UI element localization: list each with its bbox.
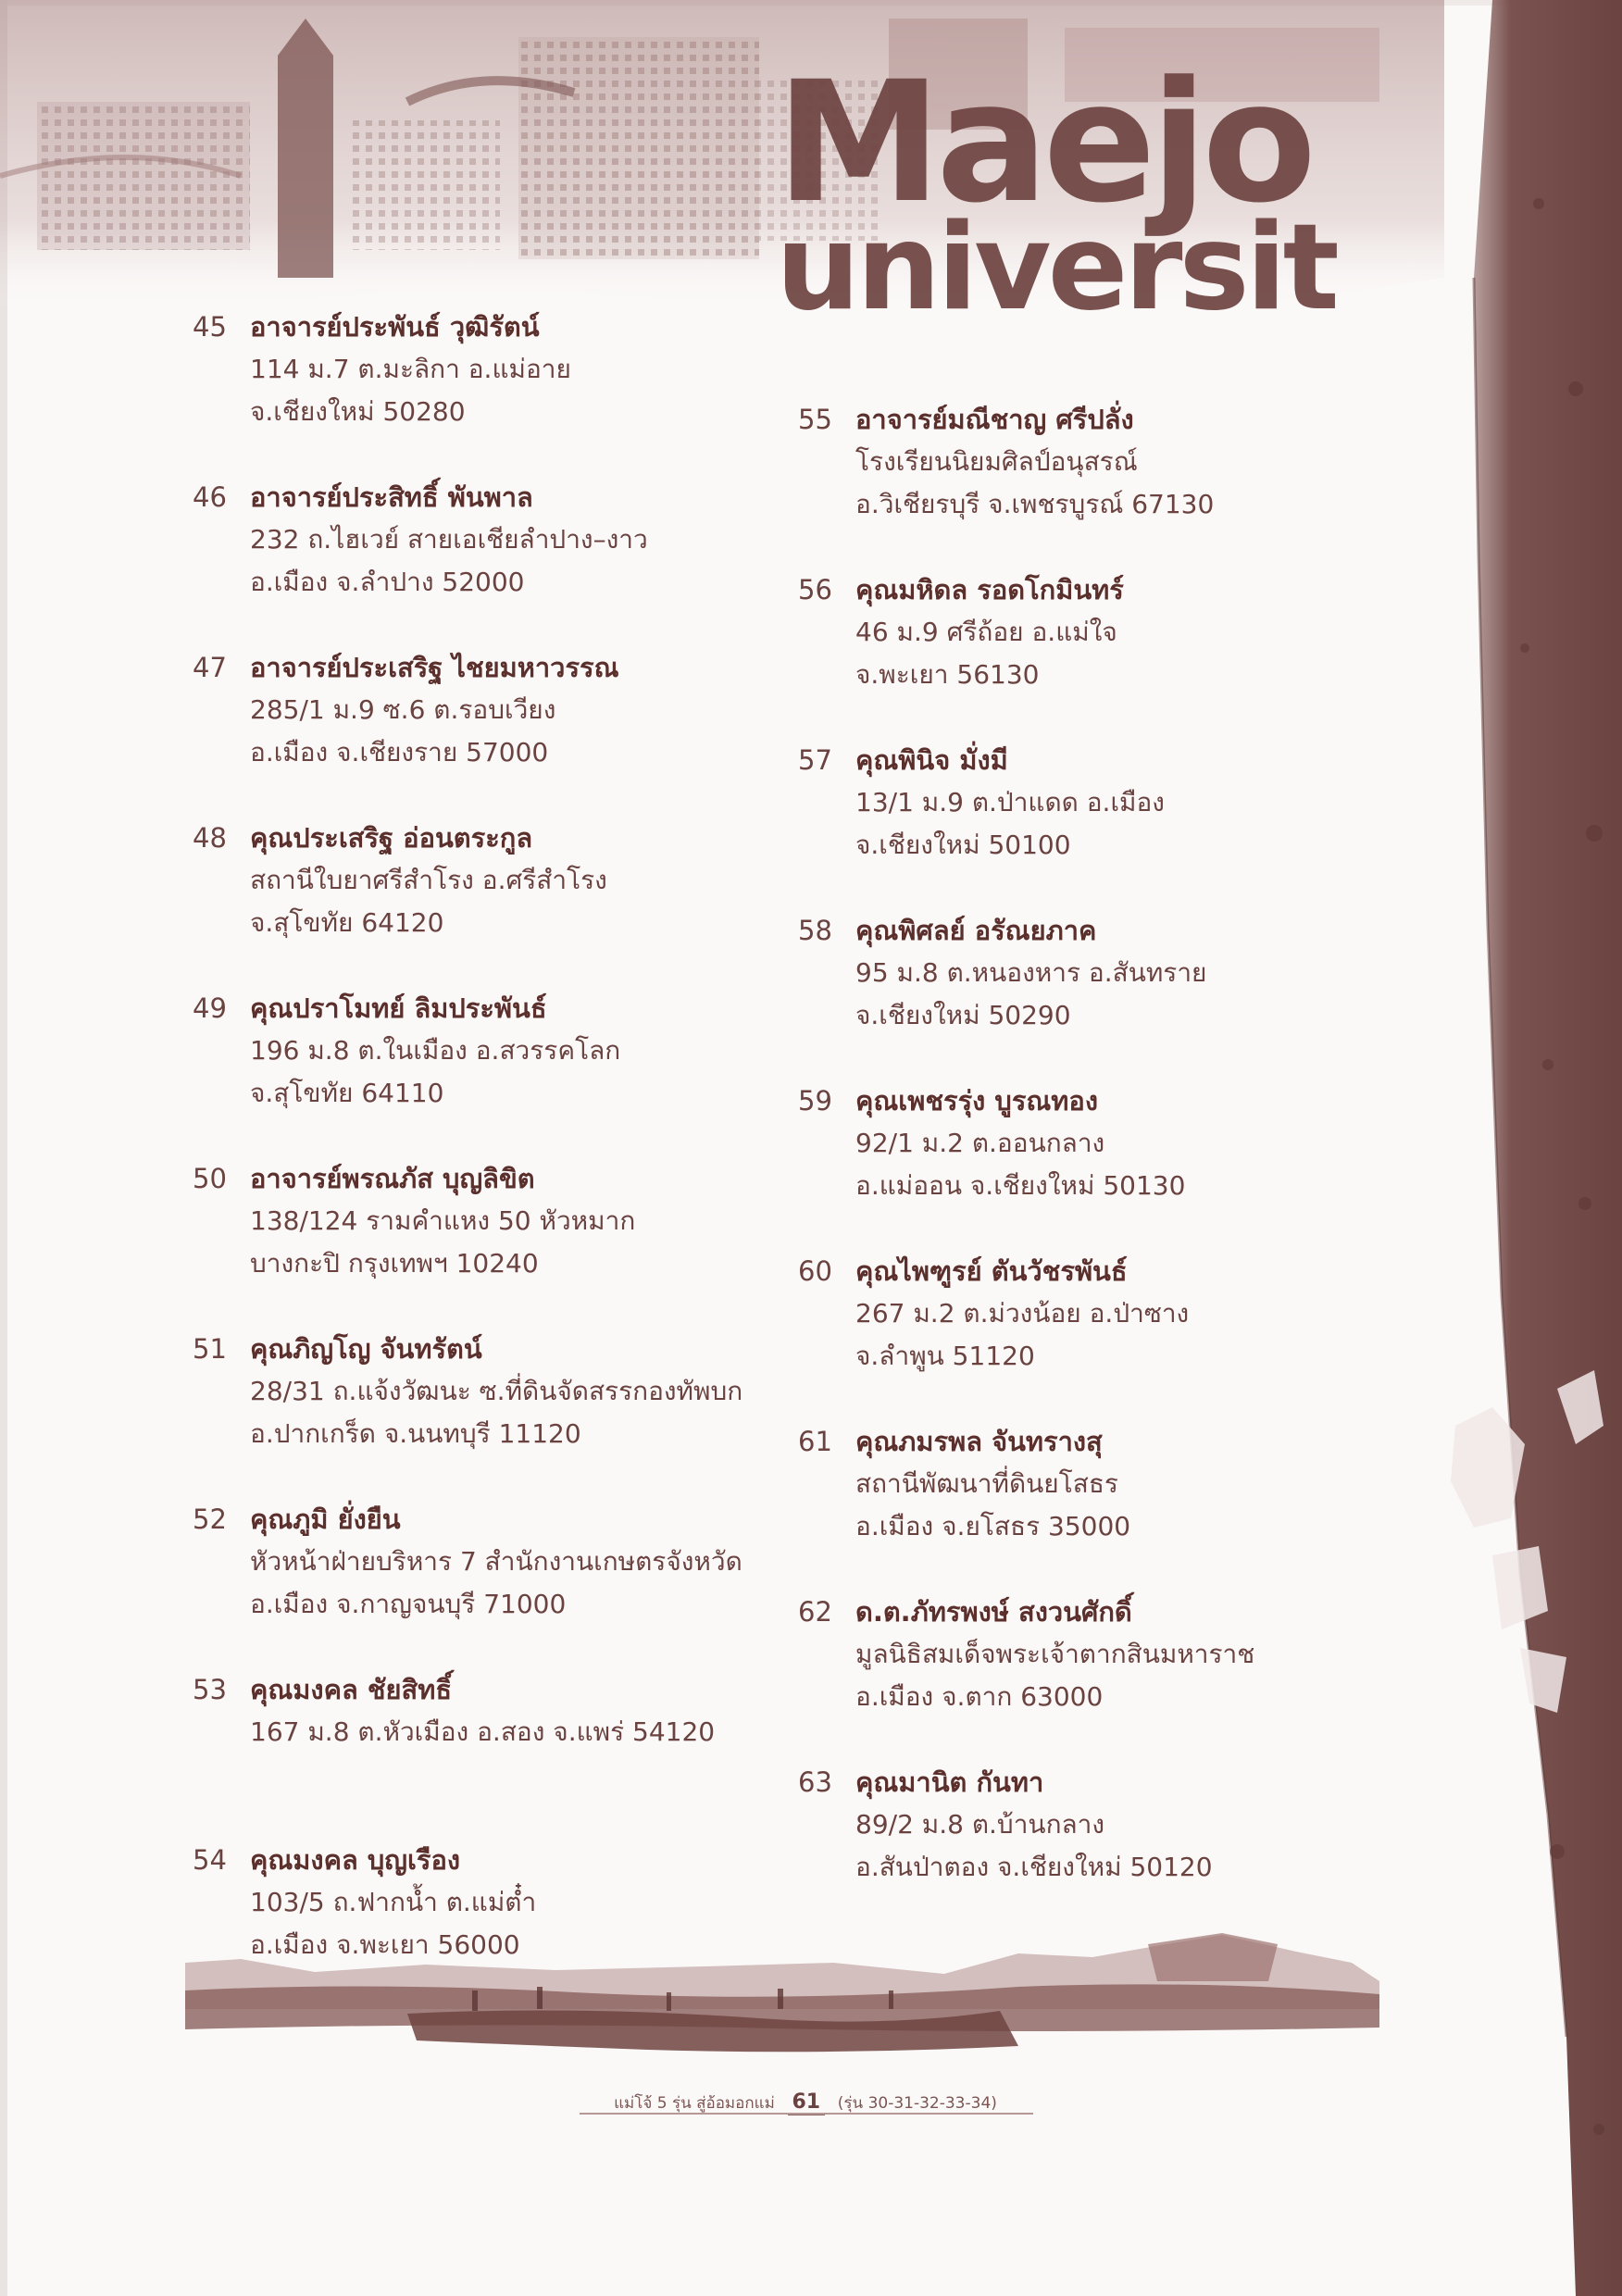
entry-name: คุณพิศลย์ อรัณยภาค [855, 915, 1097, 946]
brand-line-maejo: Maejo [776, 46, 1312, 240]
directory-entry [798, 398, 1502, 568]
entry-address-line: จ.ลำพูน 51120 [855, 1341, 1035, 1371]
brand-line-university: universit [776, 199, 1336, 337]
directory-entry [193, 476, 896, 646]
page-number: 61 [788, 2090, 825, 2115]
entry-address-line: 92/1 ม.2 ต.ออนกลาง [855, 1128, 1105, 1158]
directory-entry [193, 987, 896, 1157]
footer-divider [580, 2113, 1033, 2115]
entry-address-line: อ.ปากเกร็ด จ.นนทบุรี 11120 [250, 1418, 581, 1449]
entry-number: 63 [798, 1766, 832, 1798]
entry-name: คุณไพฑูรย์ ตันวัชรพันธ์ [855, 1255, 1128, 1287]
directory-entry [193, 817, 896, 987]
entry-number: 60 [798, 1255, 832, 1287]
directory-entry [193, 1157, 896, 1328]
entry-name: คุณภูมิ ยั่งยืน [250, 1504, 401, 1535]
entry-address-line: โรงเรียนนิยมศิลป์อนุสรณ์ [855, 446, 1138, 477]
directory-entry [193, 306, 896, 476]
entry-number: 49 [193, 992, 227, 1024]
directory-entry [798, 1761, 1502, 1931]
entry-address-line: หัวหน้าฝ่ายบริหาร 7 สำนักงานเกษตรจังหวัด [250, 1546, 742, 1577]
entry-address-line: 95 ม.8 ต.หนองหาร อ.สันทราย [855, 957, 1207, 988]
entry-name: คุณภมรพล จันทรางสุ [855, 1426, 1103, 1457]
entry-address-line: 138/124 รามคำแหง 50 หัวหมาก [250, 1205, 636, 1236]
entry-address-line: อ.เมือง จ.พะเยา 56000 [250, 1929, 520, 1960]
directory-entry [798, 1420, 1502, 1591]
directory-entry [798, 568, 1502, 739]
entry-address-line: 103/5 ถ.ฟากน้ำ ต.แม่ต๋ำ [250, 1887, 537, 1917]
entry-number: 58 [798, 915, 832, 946]
footer-class-years: (รุ่น 30-31-32-33-34) [837, 2093, 997, 2113]
footer-publication-title: แม่โจ้ 5 รุ่น สู่อ้อมอกแม่ [614, 2093, 775, 2113]
university-brand-logo [776, 46, 1609, 337]
entry-number: 52 [193, 1504, 227, 1535]
directory-entry [798, 1591, 1502, 1761]
entry-address-line: 89/2 ม.8 ต.บ้านกลาง [855, 1809, 1105, 1840]
entry-number: 48 [193, 822, 227, 854]
entry-address-line: จ.สุโขทัย 64120 [250, 907, 444, 938]
entry-address-line: อ.เมือง จ.กาญจนบุรี 71000 [250, 1589, 567, 1619]
entry-name: ด.ต.ภัทรพงษ์ สงวนศักดิ์ [855, 1596, 1132, 1628]
entry-address-line: อ.สันป่าตอง จ.เชียงใหม่ 50120 [855, 1852, 1213, 1882]
entry-address-line: อ.เมือง จ.ตาก 63000 [855, 1681, 1104, 1712]
directory-entry [193, 1668, 896, 1839]
entry-address-line: อ.วิเชียรบุรี จ.เพชรบูรณ์ 67130 [855, 489, 1215, 519]
entry-address-line: 196 ม.8 ต.ในเมือง อ.สวรรคโลก [250, 1035, 621, 1066]
entry-name: อาจารย์มณีชาญ ศรีปลั่ง [855, 404, 1134, 435]
entry-number: 59 [798, 1085, 832, 1117]
entry-number: 47 [193, 652, 227, 683]
entry-address-line: 232 ถ.ไฮเวย์ สายเอเชียลำปาง–งาว [250, 524, 648, 555]
directory-entry [798, 1250, 1502, 1420]
entry-address-line: จ.เชียงใหม่ 50280 [250, 396, 466, 427]
entry-address-line: อ.แม่ออน จ.เชียงใหม่ 50130 [855, 1170, 1186, 1201]
entry-address-line: 114 ม.7 ต.มะลิกา อ.แม่อาย [250, 354, 571, 384]
entry-name: อาจารย์ประเสริฐ ไชยมหาวรรณ [250, 652, 619, 683]
directory-column-right [798, 398, 1502, 1931]
entry-number: 62 [798, 1596, 832, 1628]
directory-column-left [193, 306, 896, 2009]
entry-name: คุณภิญโญ จันทรัตน์ [250, 1333, 482, 1365]
entry-number: 61 [798, 1426, 832, 1457]
entry-number: 56 [798, 574, 832, 605]
entry-address-line: จ.พะเยา 56130 [855, 659, 1040, 690]
entry-address-line: จ.สุโขทัย 64110 [250, 1078, 444, 1108]
directory-entry [193, 1498, 896, 1668]
entry-name: คุณมงคล บุญเรือง [250, 1844, 461, 1876]
entry-name: คุณพินิจ มั่งมี [855, 744, 1008, 776]
entry-address-line: อ.เมือง จ.ยโสธร 35000 [855, 1511, 1131, 1541]
entry-address-line: 28/31 ถ.แจ้งวัฒนะ ซ.ที่ดินจัดสรรกองทัพบก [250, 1376, 743, 1406]
entry-address-line: บางกะปิ กรุงเทพฯ 10240 [250, 1248, 539, 1279]
directory-entry [193, 1328, 896, 1498]
entry-number: 51 [193, 1333, 227, 1365]
entry-name: คุณเพชรรุ่ง บูรณทอง [855, 1085, 1099, 1117]
entry-address-line: อ.เมือง จ.ลำปาง 52000 [250, 567, 525, 597]
entry-address-line: จ.เชียงใหม่ 50290 [855, 1000, 1071, 1030]
entry-address-line: 46 ม.9 ศรีถ้อย อ.แม่ใจ [855, 617, 1117, 647]
entry-address-line: มูลนิธิสมเด็จพระเจ้าตากสินมหาราช [855, 1639, 1255, 1669]
entry-number: 46 [193, 481, 227, 513]
directory-entry [798, 909, 1502, 1079]
entry-name: คุณปราโมทย์ ลิมประพันธ์ [250, 992, 547, 1024]
entry-name: อาจารย์ประสิทธิ์ พันพาล [250, 481, 533, 513]
directory-entry [193, 646, 896, 817]
entry-address-line: 13/1 ม.9 ต.ป่าแดด อ.เมือง [855, 787, 1165, 817]
directory-entry [798, 739, 1502, 909]
entry-address-line: สถานีพัฒนาที่ดินยโสธร [855, 1468, 1118, 1499]
entry-name: คุณมหิดล รอดโกมินทร์ [855, 574, 1124, 605]
entry-name: อาจารย์ประพันธ์ วุฒิรัตน์ [250, 311, 540, 343]
entry-number: 55 [798, 404, 832, 435]
entry-name: คุณประเสริฐ อ่อนตระกูล [250, 822, 533, 854]
entry-address-line: อ.เมือง จ.เชียงราย 57000 [250, 737, 549, 767]
entry-address-line: 267 ม.2 ต.ม่วงน้อย อ.ป่าซาง [855, 1298, 1190, 1329]
entry-number: 45 [193, 311, 227, 343]
entry-name: คุณมานิต กันทา [855, 1766, 1044, 1798]
directory-entry [798, 1079, 1502, 1250]
entry-number: 53 [193, 1674, 227, 1705]
entry-number: 57 [798, 744, 832, 776]
entry-number: 54 [193, 1844, 227, 1876]
entry-address-line: 167 ม.8 ต.หัวเมือง อ.สอง จ.แพร่ 54120 [250, 1716, 716, 1747]
entry-name: คุณมงคล ชัยสิทธิ์ [250, 1674, 453, 1705]
entry-address-line: 285/1 ม.9 ซ.6 ต.รอบเวียง [250, 694, 556, 725]
entry-address-line: สถานีใบยาศรีสำโรง อ.ศรีสำโรง [250, 865, 607, 895]
entry-address-line: จ.เชียงใหม่ 50100 [855, 830, 1071, 860]
entry-number: 50 [193, 1163, 227, 1194]
entry-name: อาจารย์พรณภัส บุญลิขิต [250, 1163, 535, 1194]
rural-landscape-illustration [185, 1926, 1379, 2065]
